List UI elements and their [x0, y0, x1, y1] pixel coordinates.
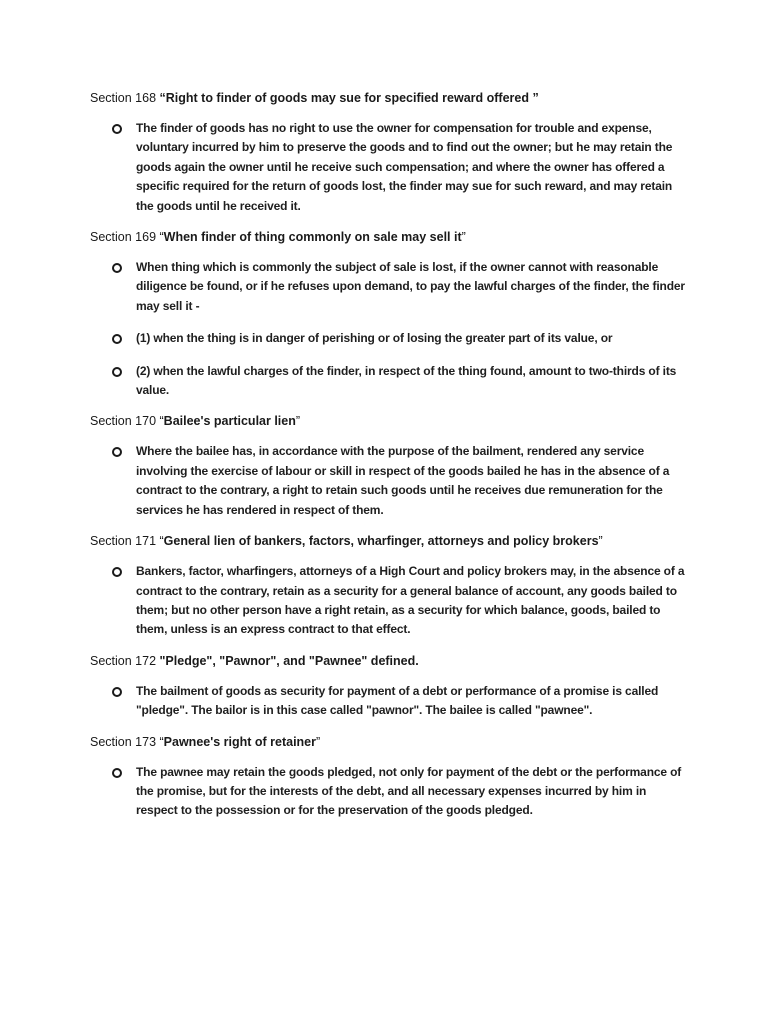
- list-item-text: When thing which is commonly the subject of sale is lost, if the owner cannot with reasonable diligence be found, or if he refuses upon demand, to pay the lawful charges of the finder, the finder may sell it -: [136, 260, 685, 313]
- section-172: [90, 653, 690, 721]
- section-number: Section 168: [90, 91, 160, 105]
- section-169: [90, 229, 690, 400]
- list-item-text: The finder of goods has no right to use the owner for compensation for trouble and expense, voluntary incurred by him to preserve the goods and to find out the owner; but he may retain the goods again the owner until he receive such compensation; and where the owner has offered a specific required for the return of goods lost, the finder may sue for such reward, and may retain the goods until he received it.: [136, 121, 673, 213]
- circle-bullet-icon: [112, 367, 122, 377]
- section-title-close-quote: ”: [316, 734, 321, 749]
- section-title: Pawnee's right of retainer: [163, 734, 316, 749]
- section-title: Bailee's particular lien: [163, 414, 296, 429]
- list-item: [90, 562, 690, 640]
- bullet-list: [90, 119, 690, 216]
- list-item-text: The pawnee may retain the goods pledged, not only for payment of the debt or the performance of the promise, but for the interests of the debt, and all necessary expenses incurred by him in respect to the possession or for the preservation of the goods pledged.: [136, 764, 682, 818]
- section-heading: [90, 734, 690, 750]
- bullet-list: [90, 763, 690, 821]
- bullet-list: [90, 682, 690, 721]
- section-170: [90, 413, 690, 520]
- section-heading: [90, 653, 690, 669]
- section-title-close-quote: ”: [295, 414, 301, 429]
- section-heading: [90, 533, 690, 549]
- circle-bullet-icon: [112, 263, 122, 273]
- section-title: When finder of thing commonly on sale may sell it: [163, 230, 462, 245]
- list-item: [90, 119, 690, 216]
- list-item: [90, 329, 690, 348]
- list-item: [90, 258, 690, 316]
- list-item-text: (2) when the lawful charges of the finder, in respect of the thing found, amount to two-thirds of its value.: [136, 363, 677, 398]
- circle-bullet-icon: [112, 768, 122, 778]
- section-168: [90, 90, 690, 216]
- section-title-close-quote: ”: [461, 230, 466, 245]
- circle-bullet-icon: [112, 687, 122, 697]
- list-item: [90, 682, 690, 721]
- section-heading: [90, 90, 690, 106]
- section-number: Section 171 “: [90, 534, 164, 549]
- bullet-list: [90, 562, 690, 640]
- list-item: [90, 362, 690, 401]
- section-title: “Right to finder of goods may sue for specified reward offered ”: [159, 91, 539, 105]
- section-heading: [90, 413, 690, 429]
- list-item-text: Where the bailee has, in accordance with the purpose of the bailment, rendered any service involving the exercise of labour or skill in respect of the goods bailed he has in the absence of a contract to the contrary, a right to retain such goods until he receives due remuneration for the services he has rendered in respect of them.: [136, 444, 670, 517]
- circle-bullet-icon: [112, 567, 122, 577]
- document-page: [90, 90, 690, 834]
- list-item-text: (1) when the thing is in danger of perishing or of losing the greater part of its value, or: [136, 331, 613, 346]
- list-item: [90, 442, 690, 520]
- section-number: Section 172: [90, 653, 160, 668]
- section-title: "Pledge", "Pawnor", and "Pawnee" defined.: [159, 653, 419, 668]
- section-number: Section 169 “: [90, 230, 164, 245]
- bullet-list: [90, 442, 690, 520]
- section-number: Section 170 “: [90, 414, 164, 429]
- circle-bullet-icon: [112, 447, 122, 457]
- section-171: [90, 533, 690, 640]
- section-number: Section 173 “: [90, 734, 164, 749]
- section-heading: [90, 229, 690, 245]
- bullet-list: [90, 258, 690, 400]
- circle-bullet-icon: [112, 334, 122, 344]
- section-title: General lien of bankers, factors, wharfinger, attorneys and policy brokers: [163, 534, 599, 549]
- list-item-text: Bankers, factor, wharfingers, attorneys of a High Court and policy brokers may, in the absence of a contract to the contrary, retain as a security for a general balance of account, any goods bailed to them; but no other person have a right retain, as a security for which balance, goods, bailed to them, unless is an express contract to that effect.: [136, 564, 685, 637]
- circle-bullet-icon: [112, 124, 122, 134]
- list-item: [90, 763, 690, 821]
- list-item-text: The bailment of goods as security for payment of a debt or performance of a promise is called "pledge". The bailor is in this case called "pawnor". The bailee is called "pawnee".: [136, 683, 659, 718]
- section-173: [90, 734, 690, 821]
- section-title-close-quote: ”: [598, 534, 603, 549]
